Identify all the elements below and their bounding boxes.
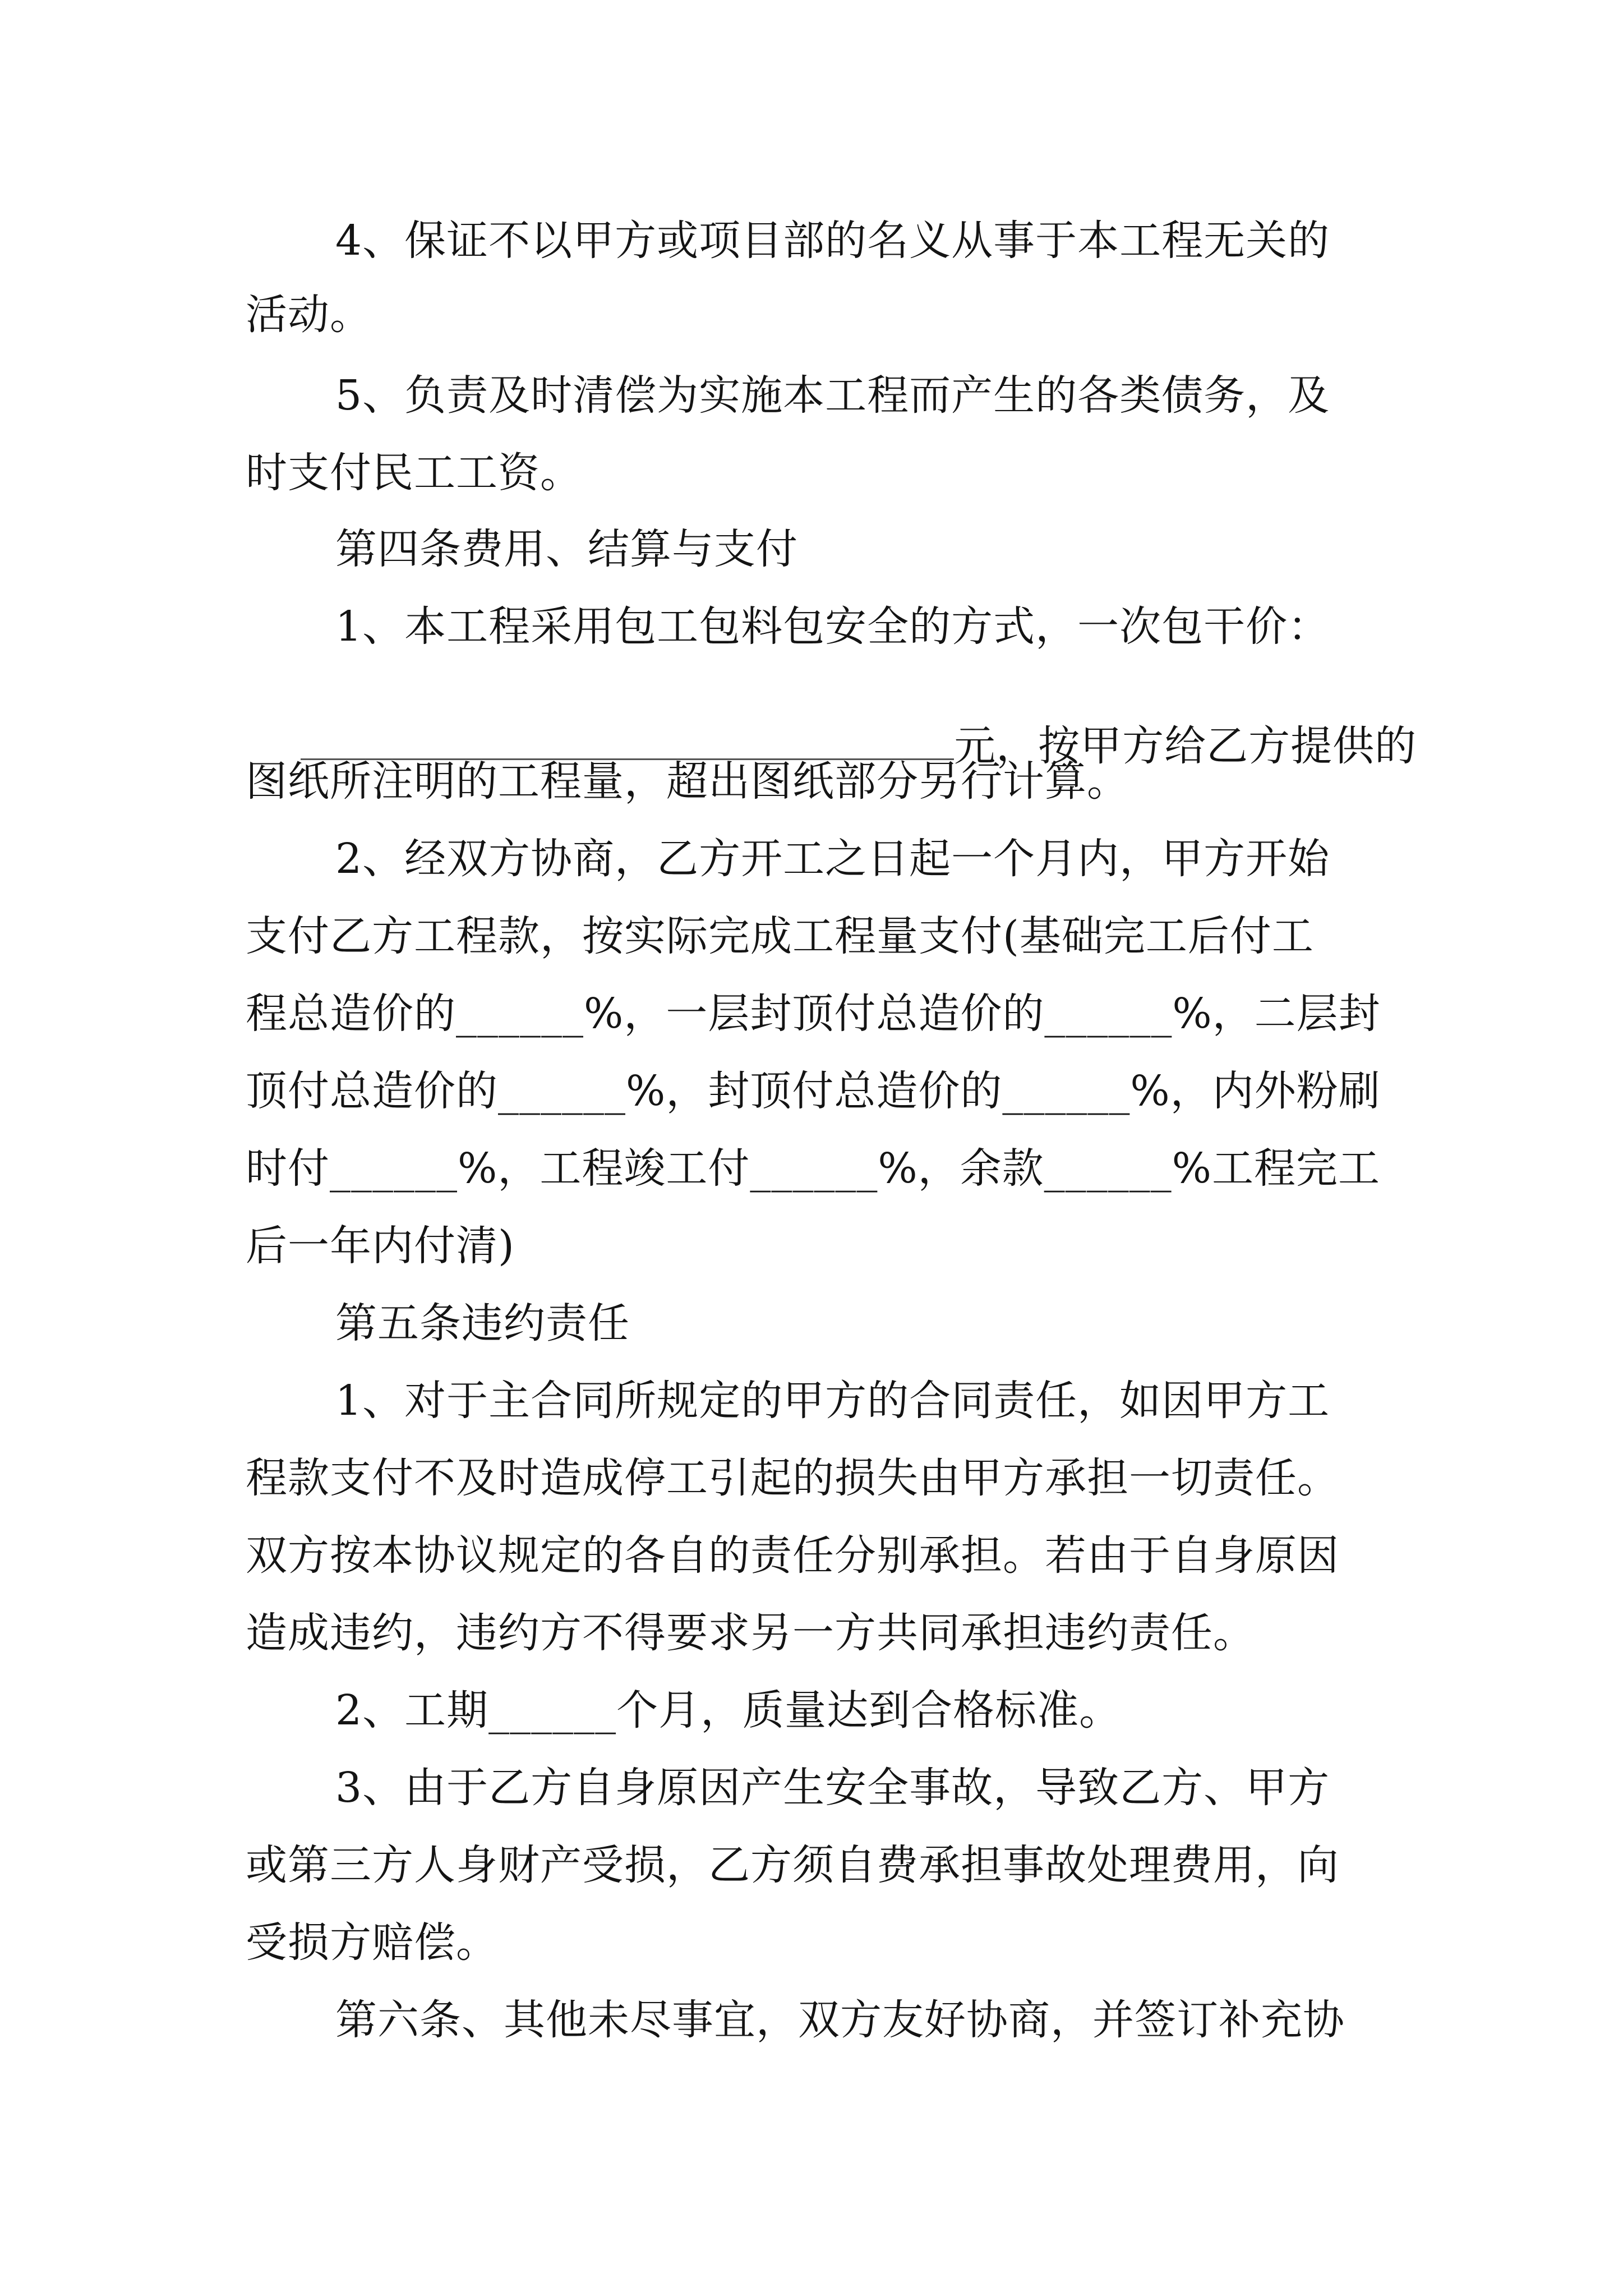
text-line: 活动。	[246, 291, 372, 339]
section-heading: 第四条费用、结算与支付	[335, 525, 798, 573]
section-heading: 第六条、其他未尽事宜，双方友好协商，并签订补充协	[335, 1996, 1345, 2044]
text-line: 受损方赔偿。	[246, 1918, 498, 1967]
text-line: 双方按本协议规定的各自的责任分别承担。若由于自身原因	[246, 1531, 1339, 1580]
text-line: 程总造价的______%，一层封顶付总造价的______%，二层封	[246, 990, 1381, 1038]
text-line: 造成违约，违约方不得要求另一方共同承担违约责任。	[246, 1609, 1255, 1657]
text-line: 4、保证不以甲方或项目部的名义从事于本工程无关的	[335, 217, 1330, 265]
text-line: 顶付总造价的______%，封顶付总造价的______%，内外粉刷	[246, 1067, 1381, 1115]
text-line: 1、本工程采用包工包料包安全的方式，一次包干价：	[335, 602, 1330, 651]
text-line: 图纸所注明的工程量，超出图纸部分另行计算。	[246, 757, 1129, 806]
text-line: 后一年内付清)	[246, 1222, 515, 1270]
text-line: 5、负责及时清偿为实施本工程而产生的各类债务，及	[335, 371, 1330, 420]
text-line: 程款支付不及时造成停工引起的损失由甲方承担一切责任。	[246, 1454, 1339, 1502]
text-line: 1、对于主合同所规定的甲方的合同责任，如因甲方工	[335, 1377, 1330, 1425]
text-line: 3、由于乙方自身原因产生安全事故，导致乙方、甲方	[335, 1764, 1330, 1812]
text-line: 2、经双方协商，乙方开工之日起一个月内，甲方开始	[335, 835, 1330, 883]
text-line: 支付乙方工程款，按实际完成工程量支付(基础完工后付工	[246, 912, 1314, 960]
text-line: 时支付民工工资。	[246, 449, 582, 497]
text-line: 或第三方人身财产受损，乙方须自费承担事故处理费用，向	[246, 1841, 1339, 1889]
text-segment: 元，按甲方给乙方提供的	[954, 722, 1417, 770]
text-line: 时付______%，工程竣工付______%，余款______%工程完工	[246, 1144, 1380, 1193]
fill-in-blank	[301, 725, 954, 760]
section-heading: 第五条违约责任	[335, 1299, 630, 1347]
text-line: 2、工期______个月，质量达到合格标准。	[335, 1686, 1122, 1734]
